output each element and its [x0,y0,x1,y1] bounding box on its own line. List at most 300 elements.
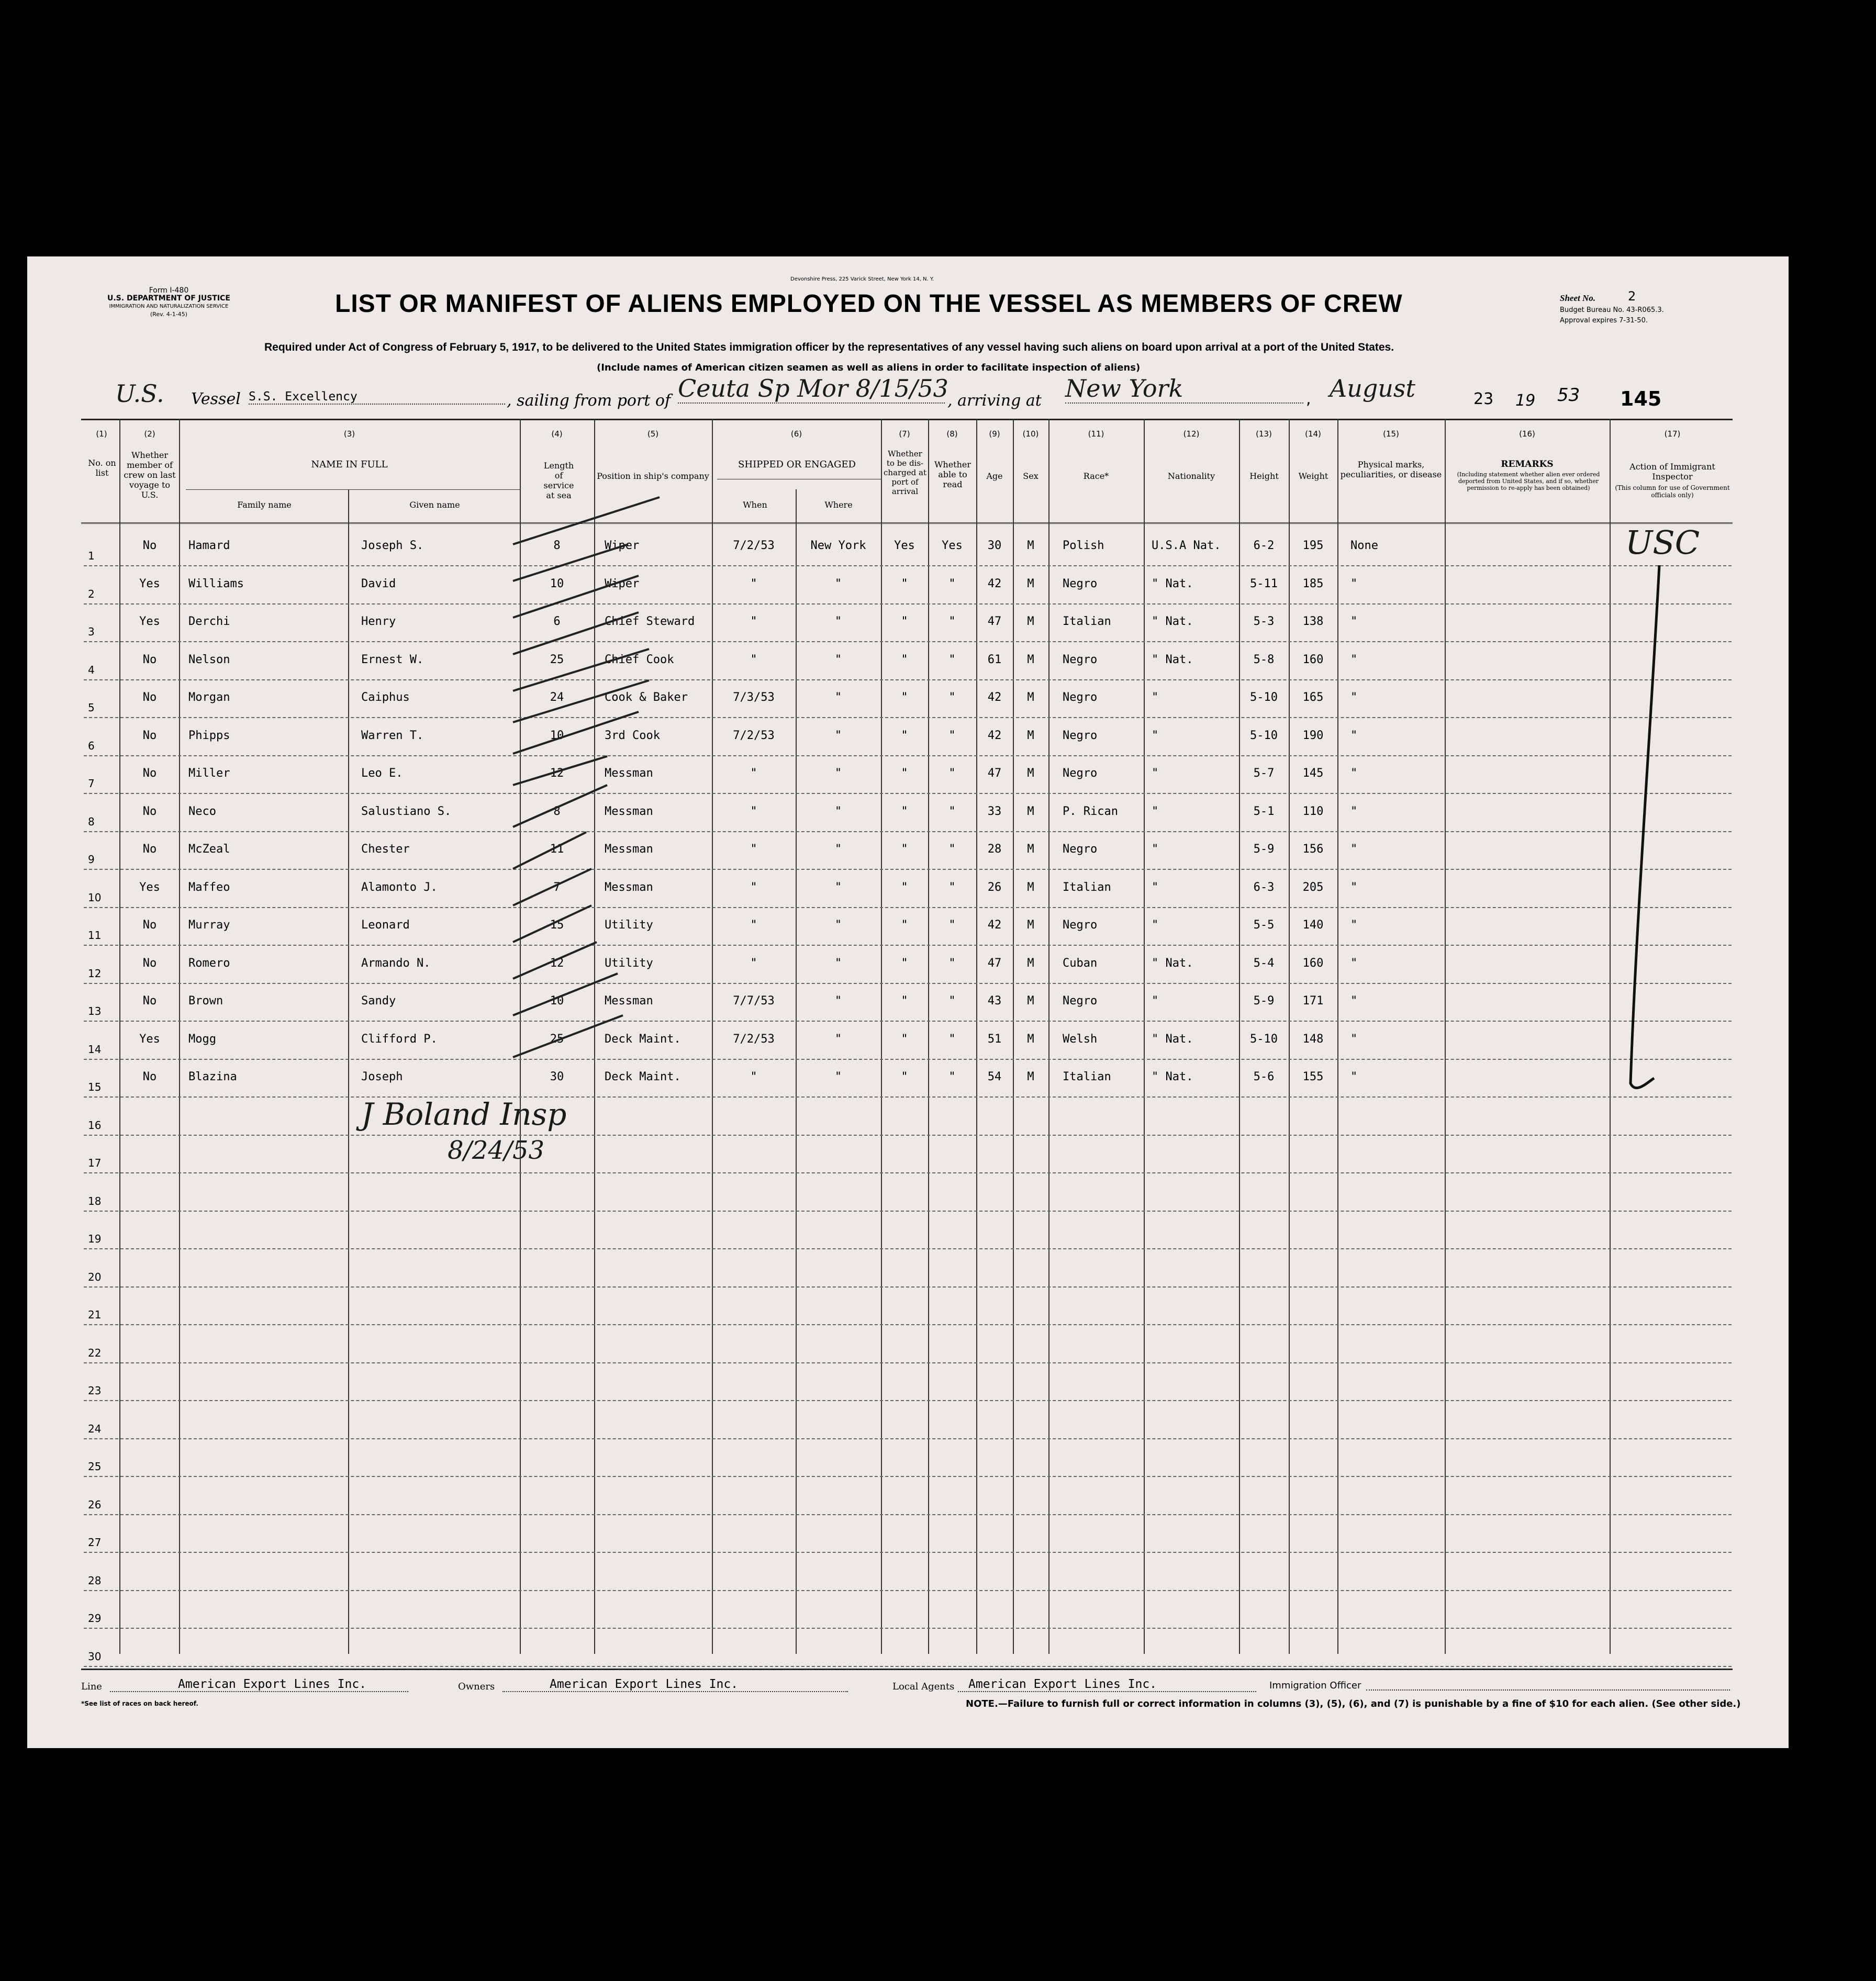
row-rule [84,1286,1732,1288]
crew-cell: No [142,919,157,932]
given-name-cell: Henry [361,615,396,628]
age-cell: 42 [987,691,1002,704]
physical-cell: " [1350,615,1358,628]
crew-cell: No [142,653,157,666]
given-name-cell: Warren T. [361,729,424,742]
family-name-cell: Phipps [188,729,230,742]
row-rule [84,1324,1732,1325]
age-cell: 33 [987,804,1002,818]
crew-cell: No [142,729,157,742]
race-cell: Italian [1063,1070,1111,1083]
agents-label: Local Agents [892,1681,955,1692]
read-cell: " [948,729,956,742]
race-cell: Negro [1063,919,1098,932]
given-name-cell: Joseph S. [361,539,424,552]
col-num-2: (2) [144,429,155,439]
age-cell: 47 [987,956,1002,970]
physical-cell: " [1350,804,1358,818]
table-bottom-rule [81,1669,1733,1670]
read-cell: " [948,994,956,1008]
physical-cell: " [1350,1032,1358,1046]
age-cell: 28 [987,843,1002,856]
sheet-number: 2 [1628,289,1636,304]
remarks-note: (Including statement whether alien ever ordered deported from United States, and if so, whether permission to re-apply has been obtained) [1457,471,1600,491]
row-number: 10 [88,891,102,904]
revision: (Rev. 4-1-45) [150,311,187,318]
discharged-cell: " [901,880,908,894]
col-num-11: (11) [1088,429,1104,439]
crew-cell: No [142,1070,157,1083]
row-number: 27 [88,1536,102,1549]
row-number: 6 [88,739,95,752]
when-cell: " [750,767,757,780]
header-when: When [743,500,767,510]
nationality-cell: " Nat. [1152,615,1193,628]
row-number: 20 [88,1270,102,1283]
nationality-cell: " [1152,804,1159,818]
length-cell: 25 [550,1032,564,1046]
physical-cell: " [1350,880,1358,894]
position-cell: Deck Maint. [605,1070,681,1083]
page-title: LIST OR MANIFEST OF ALIENS EMPLOYED ON THE VESSEL AS MEMBERS OF CREW [335,290,1403,318]
sex-cell: M [1027,919,1034,932]
discharged-cell: " [901,1032,908,1046]
height-cell: 5-1 [1253,804,1275,818]
col-num-15: (15) [1383,429,1399,439]
col-num-7: (7) [899,429,910,439]
vessel-label: Vessel [191,390,241,408]
col-num-16: (16) [1519,429,1535,439]
col-num-3: (3) [343,429,355,439]
when-cell: " [750,653,757,666]
read-cell: " [948,691,956,704]
where-cell: " [834,804,842,818]
row-rule [84,755,1732,756]
row-number: 23 [88,1384,102,1397]
age-cell: 47 [987,615,1002,628]
department-block [107,287,230,318]
length-cell: 6 [553,615,561,628]
comma: , [1306,390,1311,408]
weight-cell: 190 [1302,729,1324,742]
physical-cell: " [1350,577,1358,590]
length-cell: 12 [550,767,564,780]
discharged-cell: " [901,804,908,818]
given-name-cell: Leo E. [361,767,403,780]
family-name-cell: Morgan [188,691,230,704]
col-num-10: (10) [1022,429,1039,439]
agents-value: American Export Lines Inc. [958,1677,1256,1692]
header-shipped-engaged: SHIPPED OR ENGAGED [738,459,856,470]
weight-cell: 140 [1302,919,1324,932]
where-cell: " [834,577,842,590]
position-cell: Messman [605,804,653,818]
discharged-cell: " [901,729,908,742]
nationality-cell: " Nat. [1152,956,1193,970]
owners-label: Owners [458,1681,495,1692]
row-rule [84,1628,1732,1629]
height-cell: 5-3 [1253,615,1275,628]
penalty-note: NOTE.—Failure to furnish full or correct information in columns (3), (5), (6), and (7) is punishable by a fine of $10 for each alien. (See other side.) [966,1698,1741,1709]
length-cell: 8 [553,539,561,552]
position-cell: 3rd Cook [605,729,660,742]
discharged-cell: " [901,919,908,932]
row-number: 19 [88,1233,102,1245]
header-nationality: Nationality [1167,471,1215,481]
position-cell: Utility [605,919,653,932]
nationality-cell: U.S.A Nat. [1152,539,1221,552]
discharged-cell: Yes [894,539,915,552]
given-name-cell: Sandy [361,994,396,1008]
height-cell: 5-9 [1253,994,1275,1008]
when-cell: 7/2/53 [733,729,775,742]
header-length-service: Length of service at sea [543,461,574,500]
col-num-5: (5) [647,429,659,439]
row-rule [84,1476,1732,1477]
col-num-9: (9) [989,429,1000,439]
where-cell: " [834,729,842,742]
weight-cell: 110 [1302,804,1324,818]
col-num-6: (6) [790,429,802,439]
row-rule [84,1172,1732,1173]
discharged-cell: " [901,994,908,1008]
row-number: 12 [88,967,102,980]
owners-value: American Export Lines Inc. [502,1677,848,1692]
form-number: Form I-480 [149,286,189,295]
row-rule [84,603,1732,605]
table-header-rule [81,522,1733,524]
position-cell: Messman [605,880,653,894]
col-num-4: (4) [551,429,563,439]
position-cell: Messman [605,994,653,1008]
row-rule [84,1400,1732,1401]
read-cell: " [948,919,956,932]
row-number: 30 [88,1650,102,1663]
crew-cell: No [142,691,157,704]
sex-cell: M [1027,653,1034,666]
row-number: 15 [88,1081,102,1093]
length-cell: 8 [553,804,561,818]
crew-cell: No [142,956,157,970]
weight-cell: 138 [1302,615,1324,628]
length-cell: 25 [550,653,564,666]
sex-cell: M [1027,615,1034,628]
height-cell: 5-10 [1250,691,1278,704]
race-cell: Negro [1063,994,1098,1008]
race-cell: Italian [1063,880,1111,894]
family-name-cell: McZeal [188,843,230,856]
height-cell: 6-2 [1253,539,1275,552]
length-cell: 10 [550,729,564,742]
read-cell: Yes [942,539,963,552]
height-cell: 5-9 [1253,843,1275,856]
weight-cell: 160 [1302,653,1324,666]
race-cell: Negro [1063,691,1098,704]
row-rule [84,641,1732,642]
physical-cell: " [1350,653,1358,666]
department-name: U.S. DEPARTMENT OF JUSTICE [107,294,230,303]
race-cell: Cuban [1063,956,1098,970]
family-name-cell: Williams [188,577,244,590]
weight-cell: 145 [1302,767,1324,780]
position-cell: Wiper [605,577,640,590]
length-cell: 7 [553,880,561,894]
header-where: Where [824,500,853,510]
given-name-cell: Ernest W. [361,653,424,666]
nationality-cell: " [1152,880,1159,894]
header-sex: Sex [1023,471,1038,481]
header-name: NAME IN FULL [311,459,388,470]
row-number: 29 [88,1612,102,1625]
header-physical-marks: Physical marks, peculiarities, or disease [1340,460,1442,479]
position-cell: Messman [605,843,653,856]
height-cell: 5-5 [1253,919,1275,932]
header-family-name: Family name [237,500,292,510]
line-label: Line [81,1681,102,1692]
read-cell: " [948,1032,956,1046]
row-rule [84,983,1732,984]
height-cell: 5-7 [1253,767,1275,780]
read-cell: " [948,843,956,856]
col-num-12: (12) [1183,429,1200,439]
header-height: Height [1249,471,1279,481]
age-cell: 43 [987,994,1002,1008]
physical-cell: " [1350,691,1358,704]
physical-cell: " [1350,843,1358,856]
inspector-mark: USC [1625,523,1700,562]
header-crew-last-voyage: Whether member of crew on last voyage to U.S. [124,450,176,500]
inspector-signature: J Boland Insp [361,1096,567,1132]
read-cell: " [948,1070,956,1083]
read-cell: " [948,653,956,666]
arriving-label: , arriving at [947,391,1042,410]
table-top-rule [81,419,1733,420]
discharged-cell: " [901,767,908,780]
height-cell: 5-11 [1250,577,1278,590]
header-discharged: Whether to be dis-charged at port of arrival [884,449,926,496]
weight-cell: 195 [1302,539,1324,552]
row-number: 22 [88,1346,102,1359]
nationality-cell: " [1152,729,1159,742]
row-number: 3 [88,625,95,638]
crew-cell: Yes [139,1032,160,1046]
when-cell: " [750,880,757,894]
race-note: *See list of races on back hereof. [81,1700,198,1707]
row-number: 8 [88,815,95,828]
where-cell: " [834,956,842,970]
where-cell: " [834,691,842,704]
age-cell: 42 [987,577,1002,590]
age-cell: 42 [987,919,1002,932]
sex-cell: M [1027,691,1034,704]
row-number: 18 [88,1194,102,1207]
row-rule [84,1211,1732,1212]
signature-date: 8/24/53 [448,1136,545,1165]
line-value: American Export Lines Inc. [110,1677,408,1692]
nationality-cell: " Nat. [1152,1070,1193,1083]
nationality-cell: " Nat. [1152,577,1193,590]
position-cell: Deck Maint. [605,1032,681,1046]
given-name-cell: Alamonto J. [361,880,438,894]
height-cell: 5-10 [1250,729,1278,742]
read-cell: " [948,804,956,818]
row-number: 1 [88,550,95,562]
sex-cell: M [1027,729,1034,742]
when-cell: " [750,577,757,590]
race-cell: P. Rican [1063,804,1118,818]
row-rule [84,679,1732,680]
header-weight: Weight [1298,471,1328,481]
row-rule [84,1135,1732,1136]
weight-cell: 148 [1302,1032,1324,1046]
row-number: 11 [88,929,102,942]
requirement-text: Required under Act of Congress of February 5, 1917, to be delivered to the United States immigration officer by the representatives of any vessel having such aliens on board upon arrival at a port of the United States. [264,341,1394,353]
position-cell: Wiper [605,539,640,552]
family-name-cell: Neco [188,804,216,818]
stamp-number: 145 [1620,387,1662,410]
row-rule [84,1248,1732,1249]
age-cell: 42 [987,729,1002,742]
race-cell: Polish [1063,539,1104,552]
sex-cell: M [1027,539,1034,552]
age-cell: 51 [987,1032,1002,1046]
nationality-cell: " [1152,767,1159,780]
header-action-inspector: Action of Immigrant Inspector [1629,462,1715,482]
row-number: 16 [88,1118,102,1132]
weight-cell: 205 [1302,880,1324,894]
inspector-line [1615,560,1667,1104]
row-number: 13 [88,1005,102,1017]
weight-cell: 155 [1302,1070,1324,1083]
where-cell: " [834,767,842,780]
row-rule [84,831,1732,832]
discharged-cell: " [901,956,908,970]
given-name-cell: Armando N. [361,956,431,970]
where-cell: " [834,653,842,666]
budget-number: Budget Bureau No. 43-R065.3. [1560,306,1664,314]
row-number: 14 [88,1043,102,1056]
nationality-cell: " [1152,919,1159,932]
weight-cell: 156 [1302,843,1324,856]
given-name-cell: Clifford P. [361,1032,438,1046]
where-cell: " [834,1032,842,1046]
read-cell: " [948,577,956,590]
discharged-cell: " [901,577,908,590]
row-number: 17 [88,1157,102,1169]
given-name-cell: David [361,577,396,590]
race-cell: Negro [1063,577,1098,590]
nationality-cell: " Nat. [1152,653,1193,666]
race-cell: Negro [1063,843,1098,856]
length-cell: 30 [550,1070,564,1083]
discharged-cell: " [901,843,908,856]
family-name-cell: Nelson [188,653,230,666]
length-cell: 10 [550,577,564,590]
arrival-day: 23 [1473,390,1494,408]
age-cell: 30 [987,539,1002,552]
row-rule [84,1096,1732,1098]
position-cell: Utility [605,956,653,970]
row-number: 26 [88,1498,102,1511]
officer-label: Immigration Officer [1269,1680,1361,1691]
given-name-cell: Salustiano S. [361,804,452,818]
row-number: 28 [88,1574,102,1587]
discharged-cell: " [901,653,908,666]
sex-cell: M [1027,880,1034,894]
race-cell: Welsh [1063,1032,1098,1046]
when-cell: " [750,615,757,628]
family-name-cell: Brown [188,994,224,1008]
length-cell: 24 [550,691,564,704]
where-cell: " [834,615,842,628]
length-cell: 12 [550,956,564,970]
row-number: 7 [88,777,95,790]
row-rule [84,1021,1732,1022]
physical-cell: " [1350,1070,1358,1083]
nationality-cell: " Nat. [1152,1032,1193,1046]
printer-line: Devonshire Press, 225 Varick Street, New York 14, N. Y. [790,276,934,282]
row-rule [84,1514,1732,1515]
discharged-cell: " [901,691,908,704]
nationality-cell: " [1152,691,1159,704]
row-number: 21 [88,1308,102,1321]
where-cell: " [834,880,842,894]
service-name: IMMIGRATION AND NATURALIZATION SERVICE [109,304,229,309]
row-rule [84,717,1732,718]
position-cell: Chief Steward [605,615,695,628]
when-cell: " [750,843,757,856]
sex-cell: M [1027,1070,1034,1083]
row-number: 4 [88,663,95,676]
length-cell: 10 [550,994,564,1008]
vessel-name: S.S. Excellency [249,390,505,405]
header-age: Age [986,471,1003,481]
crew-cell: No [142,539,157,552]
when-cell: " [750,956,757,970]
header-able-read: Whether able to read [934,460,972,489]
col-num-8: (8) [946,429,958,439]
arrival-port: New York [1065,374,1303,404]
row-number: 5 [88,701,95,714]
row-rule [84,1438,1732,1439]
sex-cell: M [1027,843,1034,856]
height-cell: 5-10 [1250,1032,1278,1046]
sex-cell: M [1027,1032,1034,1046]
given-name-cell: Leonard [361,919,410,932]
when-cell: " [750,919,757,932]
family-name-cell: Mogg [188,1032,216,1046]
arrival-month: August [1330,374,1416,402]
where-cell: " [834,994,842,1008]
header-remarks: REMARKS [1501,459,1554,469]
row-rule [84,1552,1732,1553]
physical-cell: " [1350,919,1358,932]
given-name-cell: Joseph [361,1070,403,1083]
family-name-cell: Blazina [188,1070,237,1083]
header-no: No. on list [88,458,116,478]
when-cell: " [750,804,757,818]
age-cell: 54 [987,1070,1002,1083]
col-num-14: (14) [1305,429,1321,439]
family-name-cell: Murray [188,919,230,932]
height-cell: 5-4 [1253,956,1275,970]
row-number: 2 [88,587,95,600]
row-number: 24 [88,1422,102,1435]
read-cell: " [948,956,956,970]
crew-cell: No [142,994,157,1008]
crew-cell: No [142,804,157,818]
row-rule [84,945,1732,946]
